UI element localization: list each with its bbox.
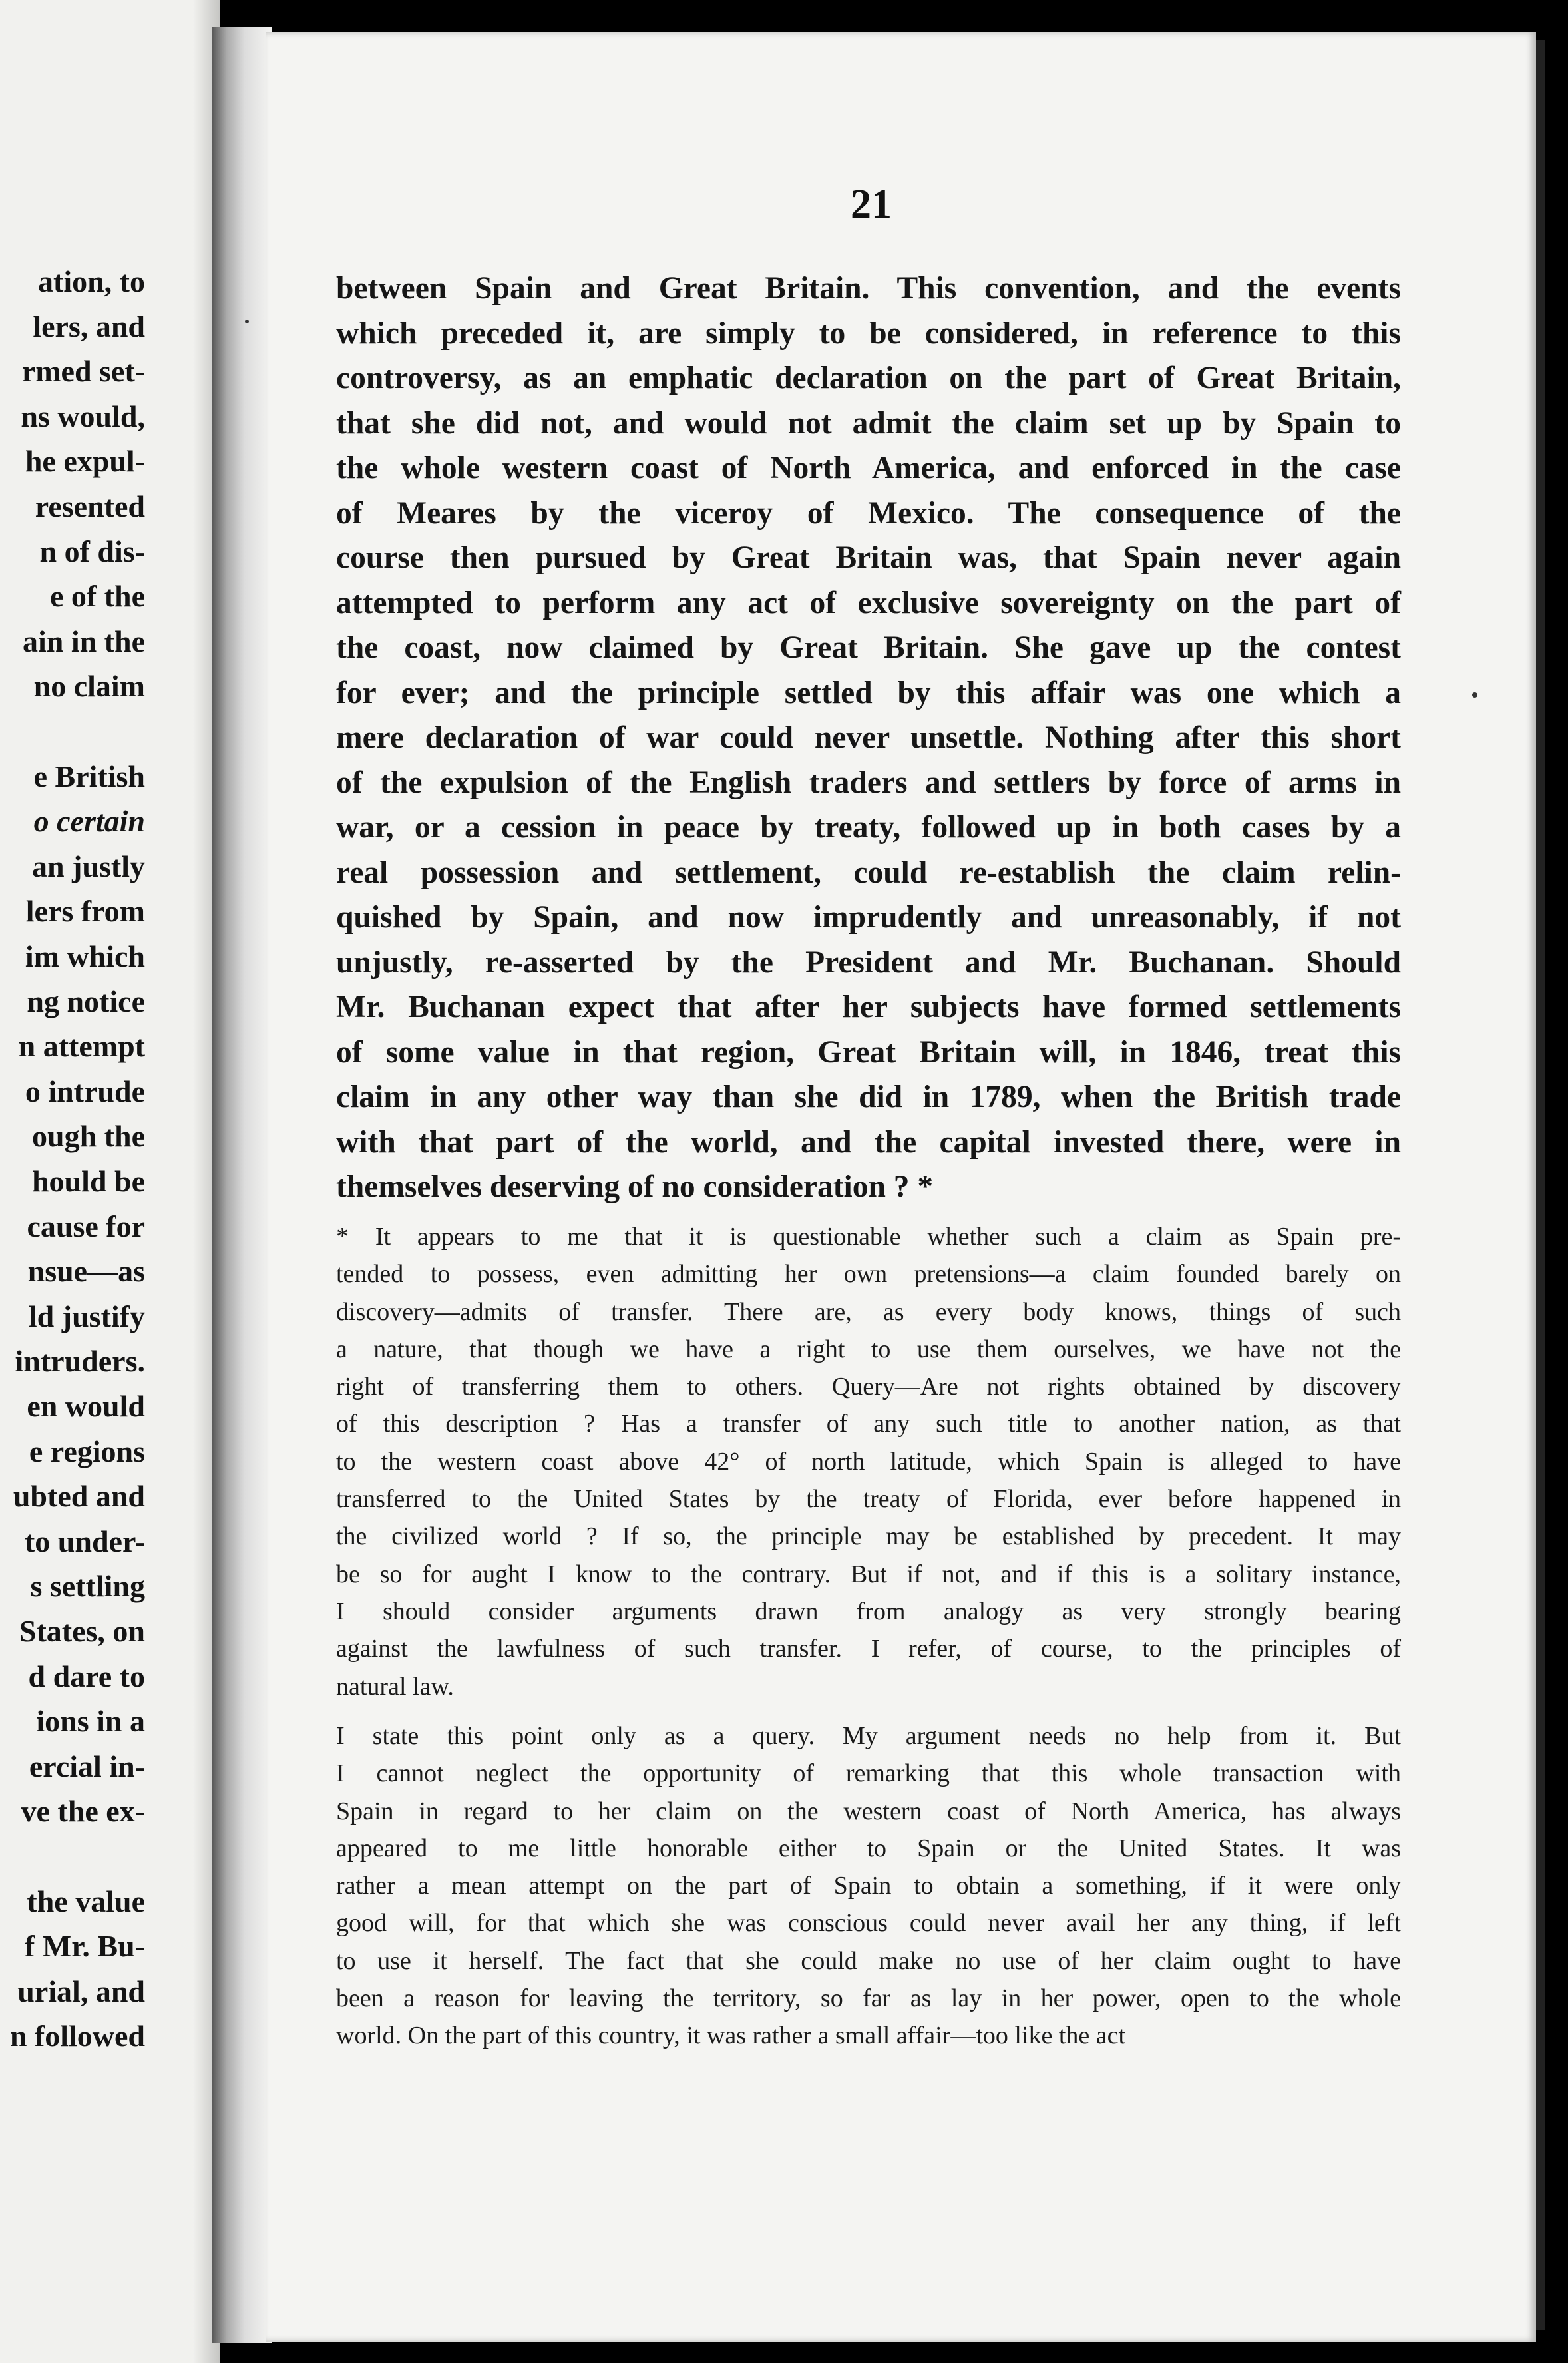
left-page-line: ld justify (28, 1299, 145, 1333)
left-page-line: ubted and (13, 1479, 145, 1514)
main-paragraph (336, 266, 1401, 1210)
text-line: the whole western coast of North America, and enforced in the case (336, 451, 1401, 485)
left-page-line: n of dis- (39, 534, 145, 568)
footnote-line: to use it herself. The fact that she could make no use of her claim ought to have (336, 1946, 1401, 1975)
text-line: that she did not, and would not admit the claim set up by Spain to (336, 405, 1401, 441)
book-binding (212, 27, 272, 2343)
text-line: of the expulsion of the English traders and settlers by force of arms in (336, 765, 1401, 800)
footnote-line: I cannot neglect the opportunity of remarking that this whole transaction with (336, 1759, 1401, 1788)
left-page-line: no claim (33, 669, 145, 704)
left-page-line: f Mr. Bu- (24, 1929, 145, 1964)
footnote-line: I should consider arguments drawn from analogy as very strongly bearing (336, 1597, 1401, 1625)
left-page-line: ions in a (36, 1704, 145, 1739)
left-page-line: cause for (27, 1209, 145, 1243)
page-number: 21 (851, 182, 892, 227)
left-page-line: lers, and (33, 309, 145, 343)
left-page-line: nsue—as (27, 1254, 145, 1289)
text-line: claim in any other way than she did in 1789, when the British trade (336, 1080, 1401, 1114)
text-line: quished by Spain, and now imprudently and unreasonably, if not (336, 900, 1401, 935)
footnote-line: Spain in regard to her claim on the western coast of North America, has always (336, 1797, 1401, 1825)
footnote-line: been a reason for leaving the territory, so far as lay in her power, open to the whole (336, 1984, 1401, 2013)
text-line: war, or a cession in peace by treaty, followed up in both cases by a (336, 810, 1401, 845)
left-page-line: he expul- (25, 444, 145, 479)
page-edge (1536, 40, 1545, 2330)
text-line: of Meares by the viceroy of Mexico. The consequence of the (336, 495, 1401, 531)
footnote-line: be so for aught I know to the contrary. But if not, and if this is a solitary instance, (336, 1560, 1401, 1588)
footnote-line: the civilized world ? If so, the principle may be established by precedent. It may (336, 1522, 1401, 1551)
left-page-line: States, on (19, 1614, 145, 1648)
left-page-line: lers from (25, 894, 145, 929)
footnote-line: transferred to the United States by the treaty of Florida, ever before happened in (336, 1485, 1401, 1514)
left-page-line: ation, to (38, 264, 145, 298)
footnote-line: world. On the part of this country, it was rather a small affair—too like the act (336, 2022, 1126, 2050)
footnote-line: rather a mean attempt on the part of Spain to obtain a something, if it were only (336, 1872, 1401, 1900)
left-page-line: d dare to (28, 1659, 145, 1693)
text-line: unjustly, re-asserted by the President and Mr. Buchanan. Should (336, 945, 1401, 980)
text-line: themselves deserving of no consideration ? * (336, 1170, 934, 1204)
footnote-line: appeared to me little honorable either to Spain or the United States. It was (336, 1834, 1401, 1862)
footnote-line: I state this point only as a query. My argument needs no help from it. But (336, 1722, 1401, 1750)
left-page-line: ns would, (21, 399, 145, 433)
left-page-line: the value (27, 1884, 145, 1918)
footnote-line: right of transferring them to others. Query—Are not rights obtained by discovery (336, 1373, 1401, 1401)
left-page-line: hould be (31, 1164, 145, 1198)
text-line: mere declaration of war could never unsettle. Nothing after this short (336, 720, 1401, 755)
left-page-line: n attempt (18, 1029, 145, 1064)
left-page-line: e British (33, 759, 145, 793)
text-line: attempted to perform any act of exclusive sovereignty on the part of (336, 585, 1401, 620)
text-line: real possession and settlement, could re-establish the claim relin- (336, 855, 1401, 890)
left-facing-page (0, 0, 220, 2363)
left-page-line: ercial in- (29, 1749, 145, 1783)
footnote-line: tended to possess, even admitting her own pretensions—a claim founded barely on (336, 1260, 1401, 1289)
footnote-line: against the lawfulness of such transfer. I refer, of course, to the principles of (336, 1635, 1401, 1663)
text-line: for ever; and the principle settled by this affair was one which a (336, 675, 1401, 710)
left-page-line: resented (35, 489, 145, 523)
left-page-line: intruders. (15, 1344, 145, 1379)
left-page-line: an justly (32, 849, 145, 883)
footnote-line: good will, for that which she was conscious could never avail her any thing, if left (336, 1909, 1401, 1938)
ink-speck (1472, 692, 1477, 698)
left-page-line: to under- (24, 1524, 145, 1558)
text-line: with that part of the world, and the capital invested there, were in (336, 1124, 1401, 1160)
text-line: the coast, now claimed by Great Britain. She gave up the contest (336, 630, 1401, 665)
left-page-line: im which (25, 939, 145, 973)
text-line: Mr. Buchanan expect that after her subjects have formed settlements (336, 990, 1401, 1024)
left-page-line: e regions (29, 1434, 145, 1468)
footnote-line: natural law. (336, 1672, 454, 1701)
footnote-line: a nature, that though we have a right to use them ourselves, we have not the (336, 1335, 1401, 1363)
left-page-line: o intrude (25, 1074, 145, 1108)
footnote-first (336, 1218, 1401, 1705)
left-page-line: s settling (30, 1569, 145, 1604)
left-page-line: o certain (33, 804, 145, 839)
text-line: controversy, as an emphatic declaration on the part of Great Britain, (336, 361, 1401, 395)
text-line: of some value in that region, Great Britain will, in 1846, treat this (336, 1034, 1401, 1070)
left-page-line: ain in the (22, 624, 145, 658)
left-page-line: rmed set- (21, 354, 145, 389)
footnote-line: to the western coast above 42° of north latitude, which Spain is alleged to have (336, 1447, 1401, 1476)
left-page-line: ng notice (27, 984, 145, 1018)
left-page-line: ve the ex- (21, 1794, 145, 1828)
footnote-second (336, 1717, 1401, 2055)
text-line: course then pursued by Great Britain was, that Spain never again (336, 540, 1401, 575)
left-page-line: urial, and (17, 1974, 145, 2008)
ink-speck (245, 320, 249, 323)
footnote-line: of this description ? Has a transfer of any such title to another nation, as that (336, 1410, 1401, 1438)
left-page-line: ough the (32, 1119, 145, 1154)
footnote-line: * It appears to me that it is questionable whether such a claim as Spain pre- (336, 1223, 1401, 1251)
footnote-line: discovery—admits of transfer. There are, as every body knows, things of such (336, 1297, 1401, 1326)
text-line: which preceded it, are simply to be considered, in reference to this (336, 316, 1401, 351)
left-page-line: en would (27, 1389, 145, 1423)
left-page-line: n followed (9, 2019, 145, 2053)
text-line: between Spain and Great Britain. This convention, and the events (336, 271, 1401, 306)
left-page-line: e of the (49, 579, 145, 614)
